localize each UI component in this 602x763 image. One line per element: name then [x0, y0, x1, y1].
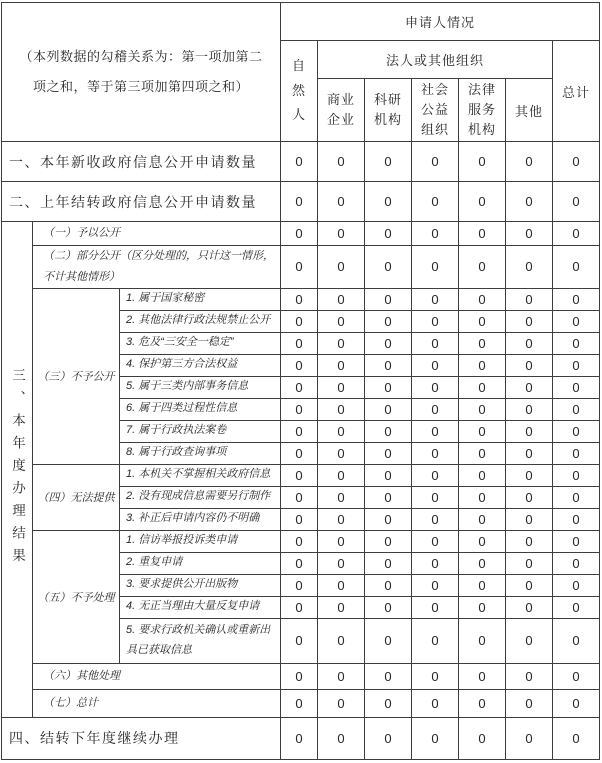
value-cell: 0 — [318, 420, 365, 442]
table-row — [2, 142, 600, 182]
header-social-welfare-org — [412, 79, 459, 142]
value-cell: 0 — [506, 288, 553, 310]
item-label-law-prohibited: 2. 其他法律行政法规禁止公开 — [120, 310, 281, 332]
value-cell: 0 — [365, 464, 412, 486]
value-cell: 0 — [459, 574, 506, 596]
table-row — [2, 663, 600, 689]
header-social-welfare-org-label: 社会公益组织 — [420, 81, 449, 138]
item-label-admin-inquiry: 8. 属于行政查询事项 — [120, 442, 281, 464]
value-cell: 0 — [365, 142, 412, 182]
value-cell: 0 — [506, 618, 553, 663]
group-label-not-processed: （五）不予处理 — [33, 530, 120, 663]
table-row — [2, 717, 600, 759]
value-cell: 0 — [412, 508, 459, 530]
value-cell: 0 — [459, 222, 506, 246]
value-cell: 0 — [459, 530, 506, 552]
row-label-carried-over-requests: 二、上年结转政府信息公开申请数量 — [2, 182, 281, 222]
value-cell: 0 — [412, 486, 459, 508]
value-cell: 0 — [412, 420, 459, 442]
value-cell: 0 — [281, 663, 318, 689]
value-cell: 0 — [365, 574, 412, 596]
value-cell: 0 — [365, 530, 412, 552]
value-cell: 0 — [506, 246, 553, 289]
value-cell: 0 — [281, 222, 318, 246]
value-cell: 0 — [281, 376, 318, 398]
section-year-results — [2, 222, 33, 718]
value-cell: 0 — [318, 310, 365, 332]
item-label-process-info: 6. 属于四类过程性信息 — [120, 398, 281, 420]
header-total: 总计 — [553, 41, 600, 142]
row-label-subtotal: （七）总计 — [33, 689, 281, 717]
header-natural-person — [281, 41, 318, 142]
value-cell: 0 — [412, 222, 459, 246]
table-row — [2, 288, 600, 310]
item-label-third-party-rights: 4. 保护第三方合法权益 — [120, 354, 281, 376]
header-research-institution-label: 科研机构 — [373, 91, 402, 127]
value-cell: 0 — [459, 288, 506, 310]
value-cell: 0 — [506, 464, 553, 486]
section-year-results-label: 三、本年度办理结果 — [10, 368, 25, 571]
value-cell: 0 — [506, 332, 553, 354]
value-cell: 0 — [553, 246, 600, 289]
item-label-petition-complaint: 1. 信访举报投诉类申请 — [120, 530, 281, 552]
value-cell: 0 — [412, 354, 459, 376]
value-cell: 0 — [459, 689, 506, 717]
value-cell: 0 — [318, 717, 365, 759]
value-cell: 0 — [459, 246, 506, 289]
value-cell: 0 — [459, 182, 506, 222]
value-cell: 0 — [365, 618, 412, 663]
table-row — [2, 246, 600, 289]
value-cell: 0 — [553, 420, 600, 442]
value-cell: 0 — [318, 464, 365, 486]
item-label-still-unclear: 3. 补正后申请内容仍不明确 — [120, 508, 281, 530]
value-cell: 0 — [553, 486, 600, 508]
value-cell: 0 — [506, 530, 553, 552]
value-cell: 0 — [412, 574, 459, 596]
value-cell: 0 — [318, 574, 365, 596]
value-cell: 0 — [553, 288, 600, 310]
item-label-confirm-reissue: 5. 要求行政机关确认或重新出具已获取信息 — [120, 618, 281, 663]
value-cell: 0 — [553, 142, 600, 182]
value-cell: 0 — [281, 246, 318, 289]
value-cell: 0 — [412, 288, 459, 310]
value-cell: 0 — [365, 246, 412, 289]
value-cell: 0 — [506, 442, 553, 464]
value-cell: 0 — [553, 552, 600, 574]
value-cell: 0 — [412, 376, 459, 398]
value-cell: 0 — [553, 310, 600, 332]
value-cell: 0 — [318, 689, 365, 717]
value-cell: 0 — [281, 398, 318, 420]
row-label-carry-to-next-year: 四、结转下年度继续办理 — [2, 717, 281, 759]
value-cell: 0 — [506, 574, 553, 596]
value-cell: 0 — [365, 420, 412, 442]
value-cell: 0 — [553, 618, 600, 663]
value-cell: 0 — [281, 618, 318, 663]
row-label-disclosed: （一）予以公开 — [33, 222, 281, 246]
value-cell: 0 — [459, 717, 506, 759]
value-cell: 0 — [365, 288, 412, 310]
header-research-institution — [365, 79, 412, 142]
value-cell: 0 — [365, 354, 412, 376]
item-label-internal-affairs: 5. 属于三类内部事务信息 — [120, 376, 281, 398]
value-cell: 0 — [412, 398, 459, 420]
value-cell: 0 — [412, 332, 459, 354]
value-cell: 0 — [281, 332, 318, 354]
value-cell: 0 — [459, 508, 506, 530]
group-label-unable-provide: （四）无法提供 — [33, 464, 120, 530]
item-label-mass-repeat: 4. 无正当理由大量反复申请 — [120, 596, 281, 618]
value-cell: 0 — [318, 354, 365, 376]
value-cell: 0 — [365, 222, 412, 246]
value-cell: 0 — [459, 486, 506, 508]
row-label-partially-disclosed: （二）部分公开（区分处理的，只计这一情形，不计其他情形） — [33, 246, 281, 289]
item-label-needs-production: 2. 没有现成信息需要另行制作 — [120, 486, 281, 508]
value-cell: 0 — [412, 663, 459, 689]
value-cell: 0 — [365, 596, 412, 618]
value-cell: 0 — [365, 508, 412, 530]
value-cell: 0 — [553, 332, 600, 354]
value-cell: 0 — [318, 442, 365, 464]
value-cell: 0 — [459, 354, 506, 376]
value-cell: 0 — [553, 689, 600, 717]
value-cell: 0 — [318, 376, 365, 398]
value-cell: 0 — [459, 663, 506, 689]
value-cell: 0 — [281, 142, 318, 182]
value-cell: 0 — [412, 142, 459, 182]
value-cell: 0 — [318, 246, 365, 289]
value-cell: 0 — [412, 246, 459, 289]
header-other-org: 其他 — [506, 79, 553, 142]
value-cell: 0 — [506, 398, 553, 420]
value-cell: 0 — [553, 398, 600, 420]
value-cell: 0 — [553, 663, 600, 689]
value-cell: 0 — [365, 398, 412, 420]
item-label-state-secret: 1. 属于国家秘密 — [120, 288, 281, 310]
table-row — [2, 182, 600, 222]
item-label-no-such-info: 1. 本机关不掌握相关政府信息 — [120, 464, 281, 486]
value-cell: 0 — [318, 508, 365, 530]
value-cell: 0 — [318, 552, 365, 574]
group-label-not-disclosed: （三）不予公开 — [33, 288, 120, 464]
value-cell: 0 — [459, 618, 506, 663]
table-row — [2, 464, 600, 486]
value-cell: 0 — [553, 574, 600, 596]
value-cell: 0 — [365, 689, 412, 717]
value-cell: 0 — [318, 288, 365, 310]
table-row — [2, 530, 600, 552]
value-cell: 0 — [459, 142, 506, 182]
header-legal-service-org — [459, 79, 506, 142]
value-cell: 0 — [506, 310, 553, 332]
value-cell: 0 — [412, 618, 459, 663]
value-cell: 0 — [365, 486, 412, 508]
value-cell: 0 — [553, 596, 600, 618]
value-cell: 0 — [506, 596, 553, 618]
reconciliation-note: （本列数据的勾稽关系为：第一项加第二项之和，等于第三项加第四项之和） — [2, 3, 281, 142]
value-cell: 0 — [459, 442, 506, 464]
value-cell: 0 — [506, 663, 553, 689]
table-row — [2, 222, 600, 246]
value-cell: 0 — [553, 222, 600, 246]
value-cell: 0 — [281, 689, 318, 717]
value-cell: 0 — [459, 420, 506, 442]
value-cell: 0 — [459, 332, 506, 354]
value-cell: 0 — [281, 182, 318, 222]
value-cell: 0 — [506, 142, 553, 182]
row-label-other-handling: （六）其他处理 — [33, 663, 281, 689]
value-cell: 0 — [281, 464, 318, 486]
value-cell: 0 — [553, 530, 600, 552]
value-cell: 0 — [553, 354, 600, 376]
item-label-endanger-security: 3. 危及“三安全一稳定” — [120, 332, 281, 354]
value-cell: 0 — [281, 574, 318, 596]
value-cell: 0 — [459, 596, 506, 618]
item-label-repeat-request: 2. 重复申请 — [120, 552, 281, 574]
header-applicant-situation: 申请人情况 — [281, 3, 600, 41]
value-cell: 0 — [506, 182, 553, 222]
value-cell: 0 — [459, 464, 506, 486]
value-cell: 0 — [281, 288, 318, 310]
value-cell: 0 — [506, 717, 553, 759]
value-cell: 0 — [365, 310, 412, 332]
value-cell: 0 — [506, 222, 553, 246]
value-cell: 0 — [365, 332, 412, 354]
value-cell: 0 — [506, 486, 553, 508]
value-cell: 0 — [281, 354, 318, 376]
value-cell: 0 — [412, 464, 459, 486]
value-cell: 0 — [459, 552, 506, 574]
value-cell: 0 — [553, 508, 600, 530]
header-natural-person-label: 自然人 — [291, 57, 306, 123]
value-cell: 0 — [318, 596, 365, 618]
value-cell: 0 — [412, 310, 459, 332]
value-cell: 0 — [506, 552, 553, 574]
value-cell: 0 — [365, 663, 412, 689]
value-cell: 0 — [365, 376, 412, 398]
value-cell: 0 — [281, 717, 318, 759]
value-cell: 0 — [506, 689, 553, 717]
value-cell: 0 — [318, 142, 365, 182]
value-cell: 0 — [506, 376, 553, 398]
value-cell: 0 — [553, 464, 600, 486]
item-label-enforcement-files: 7. 属于行政执法案卷 — [120, 420, 281, 442]
value-cell: 0 — [365, 442, 412, 464]
value-cell: 0 — [506, 354, 553, 376]
item-label-publications: 3. 要求提供公开出版物 — [120, 574, 281, 596]
value-cell: 0 — [365, 182, 412, 222]
value-cell: 0 — [318, 486, 365, 508]
disclosure-stats-table — [1, 2, 600, 760]
row-label-new-requests: 一、本年新收政府信息公开申请数量 — [2, 142, 281, 182]
value-cell: 0 — [318, 222, 365, 246]
value-cell: 0 — [553, 376, 600, 398]
value-cell: 0 — [412, 596, 459, 618]
value-cell: 0 — [318, 332, 365, 354]
value-cell: 0 — [412, 717, 459, 759]
value-cell: 0 — [318, 398, 365, 420]
value-cell: 0 — [506, 508, 553, 530]
header-legal-service-org-label: 法律服务机构 — [467, 81, 496, 138]
value-cell: 0 — [318, 663, 365, 689]
value-cell: 0 — [412, 442, 459, 464]
value-cell: 0 — [318, 530, 365, 552]
value-cell: 0 — [412, 182, 459, 222]
value-cell: 0 — [318, 182, 365, 222]
value-cell: 0 — [506, 420, 553, 442]
value-cell: 0 — [281, 420, 318, 442]
header-commercial-enterprise-label: 商业企业 — [326, 91, 355, 127]
header-commercial-enterprise — [318, 79, 365, 142]
value-cell: 0 — [459, 376, 506, 398]
value-cell: 0 — [459, 398, 506, 420]
value-cell: 0 — [412, 689, 459, 717]
value-cell: 0 — [281, 508, 318, 530]
value-cell: 0 — [459, 310, 506, 332]
value-cell: 0 — [365, 717, 412, 759]
header-legal-org: 法人或其他组织 — [318, 41, 553, 79]
value-cell: 0 — [318, 618, 365, 663]
value-cell: 0 — [365, 552, 412, 574]
value-cell: 0 — [281, 310, 318, 332]
value-cell: 0 — [553, 182, 600, 222]
value-cell: 0 — [281, 486, 318, 508]
value-cell: 0 — [553, 717, 600, 759]
value-cell: 0 — [281, 442, 318, 464]
value-cell: 0 — [412, 552, 459, 574]
table-row — [2, 689, 600, 717]
value-cell: 0 — [412, 530, 459, 552]
value-cell: 0 — [281, 596, 318, 618]
value-cell: 0 — [553, 442, 600, 464]
value-cell: 0 — [281, 530, 318, 552]
value-cell: 0 — [281, 552, 318, 574]
